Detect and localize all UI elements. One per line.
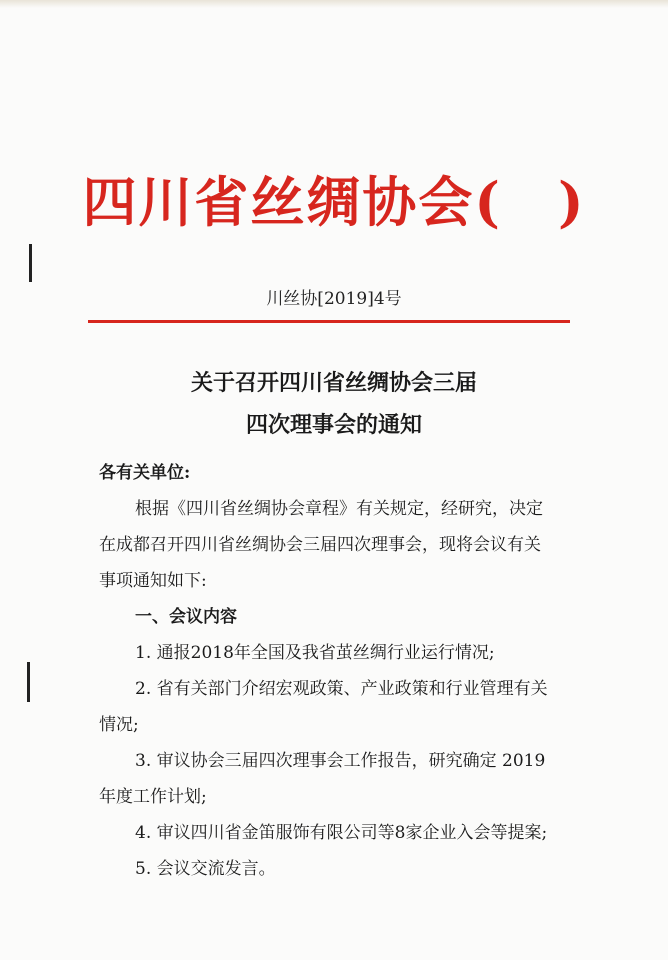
list-item: 3. 审议协会三届四次理事会工作报告，研究确定 2019 <box>135 751 546 771</box>
binding-mark <box>27 662 30 702</box>
document-number: 川丝协[2019]4号 <box>266 289 402 309</box>
red-divider-line <box>88 320 570 323</box>
notice-title-line-2: 四次理事会的通知 <box>245 412 422 438</box>
page-edge <box>0 0 668 8</box>
list-item: 1. 通报2018年全国及我省茧丝绸行业运行情况; <box>135 643 495 663</box>
body-paragraph-line: 在成都召开四川省丝绸协会三届四次理事会，现将会议有关 <box>99 535 541 555</box>
notice-title-line-1: 关于召开四川省丝绸协会三届 <box>190 370 477 396</box>
list-item: 5. 会议交流发言。 <box>135 859 276 879</box>
organization-header: 四川省丝绸协会( ) <box>82 170 586 234</box>
list-item: 4. 审议四川省金笛服饰有限公司等8家企业入会等提案; <box>135 823 548 843</box>
body-paragraph-line: 事项通知如下: <box>99 571 207 591</box>
list-item-continuation: 情况; <box>99 715 139 735</box>
list-item-continuation: 年度工作计划; <box>99 787 207 807</box>
salutation: 各有关单位: <box>99 463 191 483</box>
binding-mark <box>29 244 32 282</box>
section-heading: 一、会议内容 <box>135 607 237 627</box>
body-paragraph-line: 根据《四川省丝绸协会章程》有关规定，经研究，决定 <box>135 499 543 519</box>
list-item: 2. 省有关部门介绍宏观政策、产业政策和行业管理有关 <box>135 679 548 699</box>
